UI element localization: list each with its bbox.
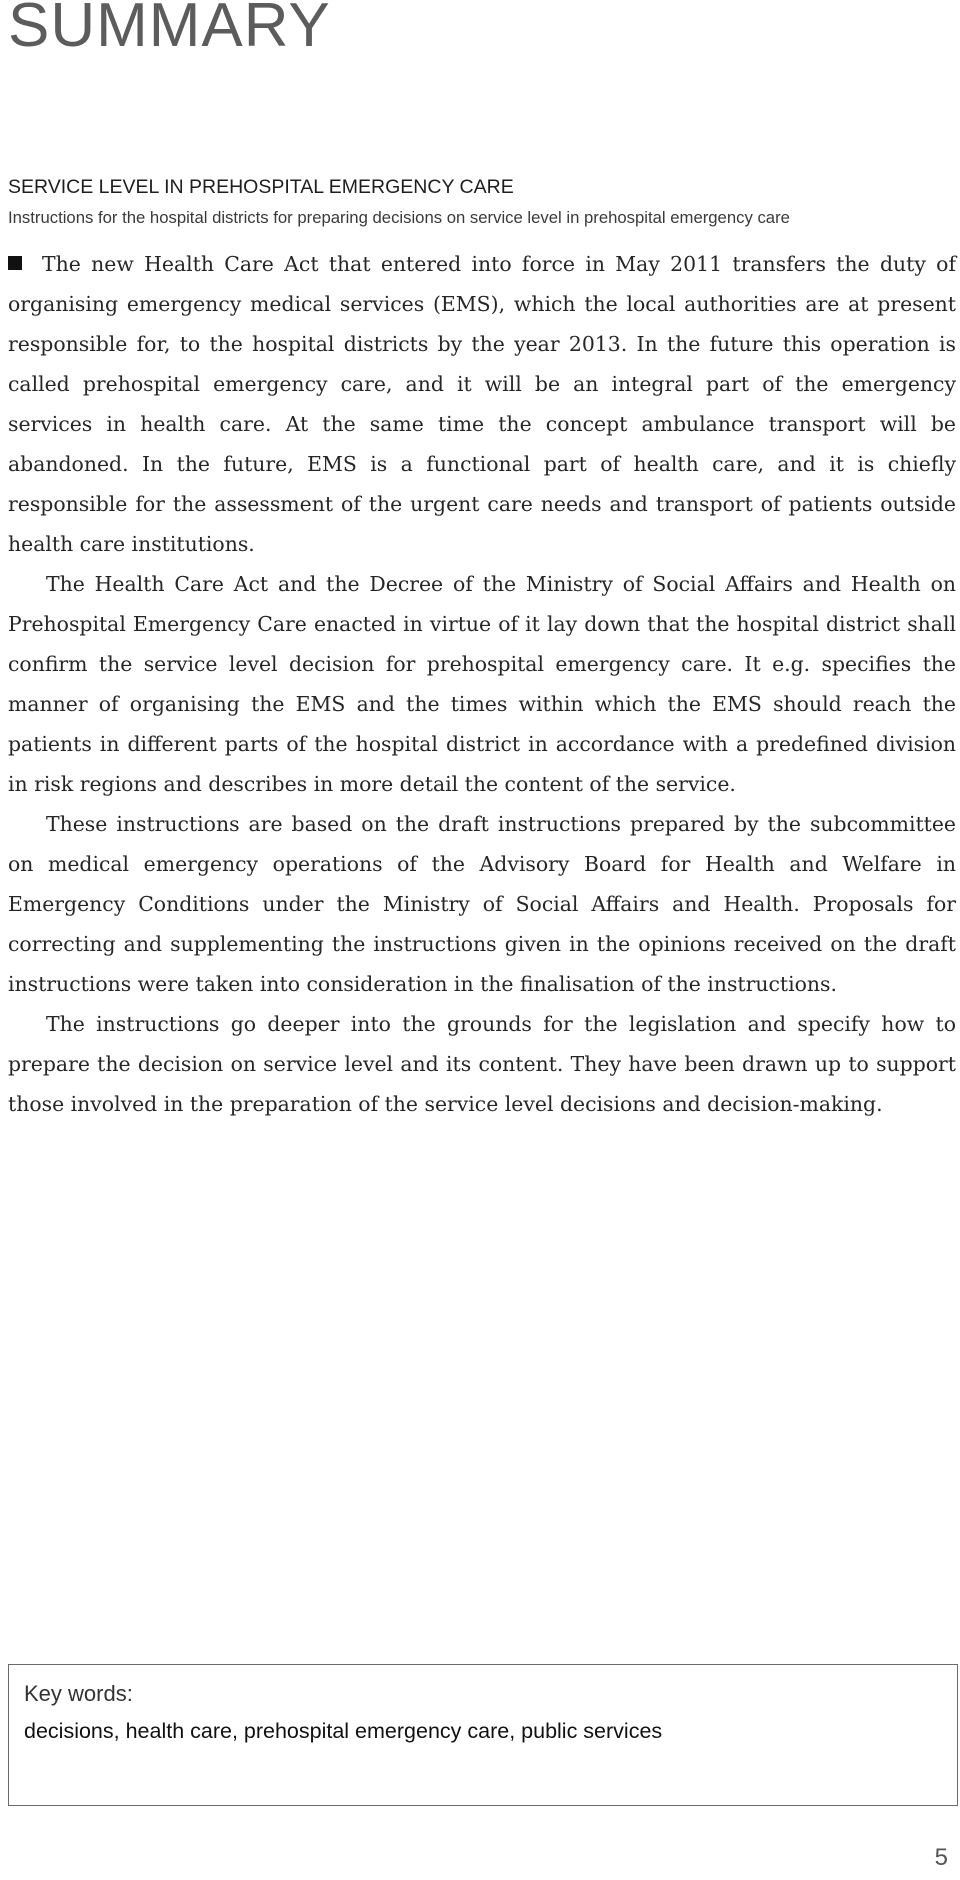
summary-paragraph — [8, 244, 956, 564]
square-bullet-icon — [8, 256, 22, 270]
summary-body — [8, 244, 956, 1124]
page-title: SUMMARY — [8, 0, 331, 60]
page-number: 5 — [934, 1844, 948, 1871]
summary-paragraph: These instructions are based on the draft instructions prepared by the subcommittee on medical emergency operations of the Advisory Board for Health and Welfare in Emergency Conditions under the Ministry of Social Affairs and Health. Proposals for correcting and supplementing the instructions given in the opinions received on the draft instructions were taken into consideration in the finalisation of the instructions. — [8, 812, 956, 996]
section-subtitle: Instructions for the hospital districts for preparing decisions on service level in prehospital emergency care — [8, 208, 790, 227]
summary-paragraph: The Health Care Act and the Decree of the Ministry of Social Affairs and Health on Prehospital Emergency Care enacted in virtue of it lay down that the hospital district shall confirm the service level decision for prehospital emergency care. It e.g. specifies the manner of organising the EMS and the times within which the EMS should reach the patients in different parts of the hospital district in accordance with a predefined division in risk regions and describes in more detail the content of the service. — [8, 572, 956, 796]
summary-paragraph: The instructions go deeper into the grounds for the legislation and specify how to prepare the decision on service level and its content. They have been drawn up to support those involved in the preparation of the service level decisions and decision-making. — [8, 1012, 956, 1116]
section-heading: SERVICE LEVEL IN PREHOSPITAL EMERGENCY CARE — [8, 176, 514, 198]
keywords-label: Key words: — [24, 1681, 133, 1706]
paragraph-text: The new Health Care Act that entered into force in May 2011 transfers the duty of organising emergency medical services (EMS), which the local authorities are at present responsible for, to the hospital districts by the year 2013. In the future this operation is called prehospital emergency care, and it will be an integral part of the emergency services in health care. At the same time the concept ambulance transport will be abandoned. In the future, EMS is a functional part of health care, and it is chiefly responsible for the assessment of the urgent care needs and transport of patients outside health care institutions. — [8, 252, 956, 556]
keywords-list: decisions, health care, prehospital emergency care, public services — [24, 1719, 663, 1743]
keywords-box — [8, 1664, 958, 1806]
